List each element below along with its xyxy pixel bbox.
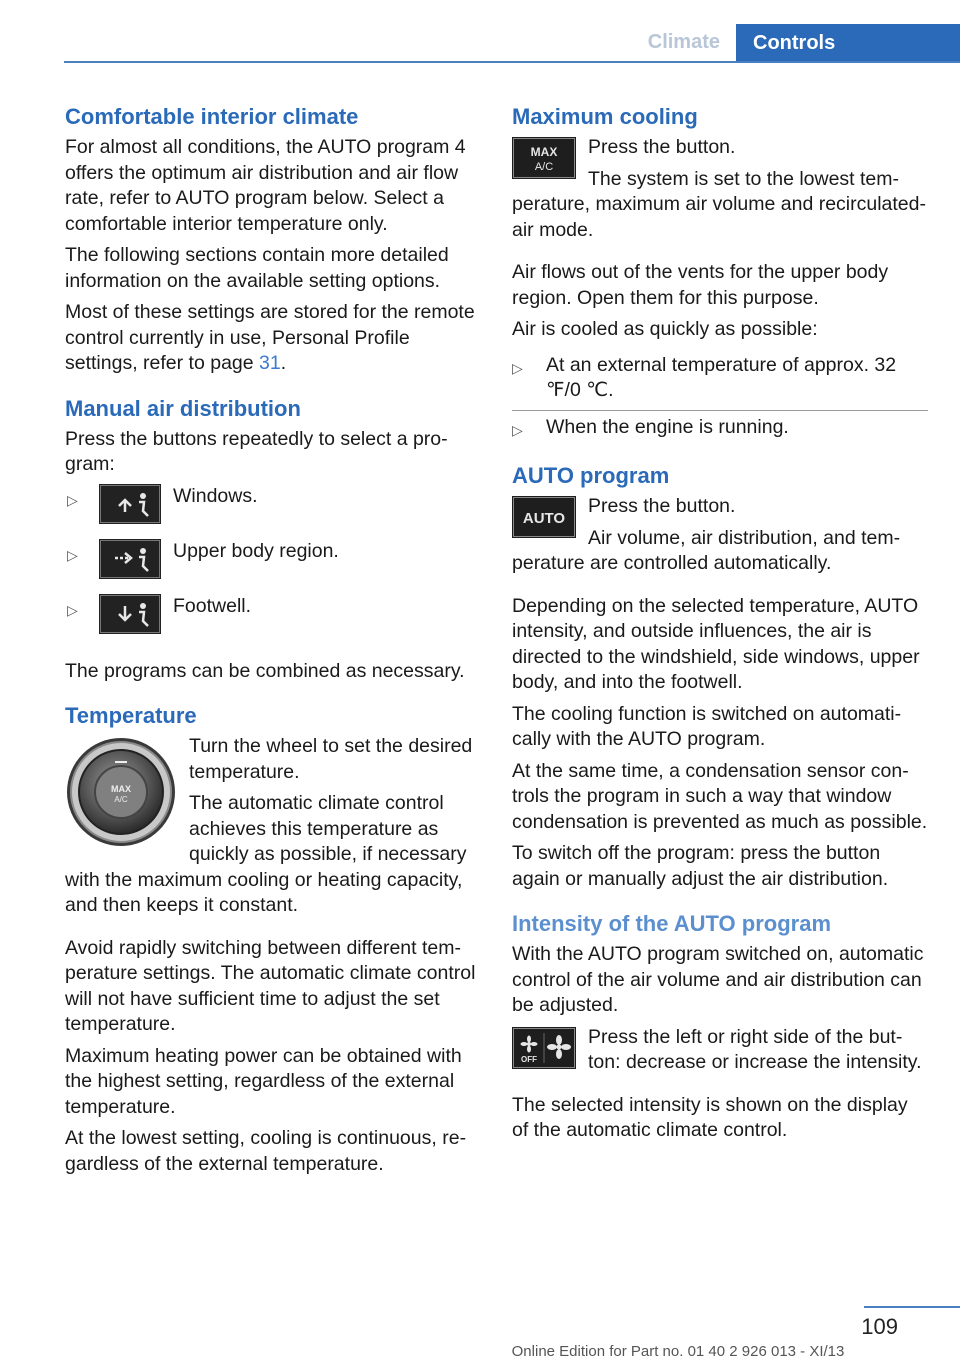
manual-intro: Press the buttons repeatedly to select a program: xyxy=(65,427,448,475)
temperature-paragraph-3: Avoid rapidly switching between different temperature settings. The automatic climate control will not have sufficient time to adjust the set temperature. xyxy=(65,936,476,1035)
page-number: 109 xyxy=(861,1314,898,1339)
bullet-triangle-icon: ▷ xyxy=(67,601,78,618)
header-rule xyxy=(64,61,960,63)
heading-auto-intensity: Intensity of the AUTO program xyxy=(512,911,832,936)
fan-off-label: OFF xyxy=(521,1054,537,1064)
list-item-label: When the engine is running. xyxy=(546,415,789,438)
manual-outro: The programs can be combined as necessary. xyxy=(65,659,465,682)
wheel-label-max: MAX xyxy=(111,784,131,794)
bullet-triangle-icon: ▷ xyxy=(67,491,78,508)
heading-manual-air-distribution: Manual air distribution xyxy=(65,395,301,421)
heading-maximum-cooling: Maximum cooling xyxy=(512,104,698,129)
bullet-triangle-icon: ▷ xyxy=(67,546,78,563)
wheel-label-ac: A/C xyxy=(114,795,128,804)
header-section-tab: Climate xyxy=(647,31,720,53)
max-cooling-paragraph-1: Press the button. xyxy=(588,136,736,158)
right-column xyxy=(512,102,928,1150)
bullet-triangle-icon: ▷ xyxy=(512,359,523,376)
list-item-label: Upper body region. xyxy=(173,539,339,562)
auto-paragraph-2: Air volume, air distribution, and temperature are controlled automatically. xyxy=(512,526,901,574)
temperature-paragraph-5: At the lowest setting, cooling is continuous, regardless of the external temperature. xyxy=(65,1127,467,1175)
temperature-paragraph-4: Maximum heating power can be obtained with the highest setting, regardless of the external temperature. xyxy=(65,1044,462,1118)
comfort-paragraph-2: The following sections contain more detailed information on the available setting options. xyxy=(65,244,449,292)
edition-footer xyxy=(0,1343,960,1360)
windows-vent-button-icon xyxy=(99,484,161,524)
list-item-label: Footwell. xyxy=(173,594,252,617)
heading-comfortable-interior-climate: Comfortable interior climate xyxy=(65,104,359,129)
temperature-paragraph-2: The automatic climate control achieves this temperature as quickly as possible, if necessary with the maximum cooling or heating capacity, and then keeps it constant. xyxy=(65,792,467,916)
max-button-line2: A/C xyxy=(534,161,554,173)
list-item xyxy=(512,410,928,450)
intensity-paragraph-2: Press the left or right side of the button: decrease or increase the intensity. xyxy=(588,1025,922,1073)
intensity-paragraph-1: With the AUTO program switched on, automatic control of the air volume and air distribution can be adjusted. xyxy=(512,943,924,1016)
fan-intensity-button-icon xyxy=(512,1027,576,1069)
left-column xyxy=(65,102,481,1183)
auto-button-icon xyxy=(512,496,576,538)
edition-text: Online Edition for Part no. 01 40 2 926 013 - XI/13 xyxy=(511,1343,845,1360)
temperature-paragraph-1: Turn the wheel to set the desired temperature. xyxy=(189,735,473,783)
heading-temperature: Temperature xyxy=(65,703,197,728)
list-item-footwell xyxy=(65,594,481,649)
list-item-label: At an external temperature of approx. 32 ℉/0 ℃. xyxy=(546,353,897,401)
air-distribution-list xyxy=(65,484,481,649)
heading-auto-program: AUTO program xyxy=(512,463,670,488)
bullet-triangle-icon: ▷ xyxy=(512,421,523,438)
auto-paragraph-1: Press the button. xyxy=(588,495,736,517)
page-link-31[interactable]: 31 xyxy=(259,352,281,374)
comfort-paragraph-3: Most of these settings are stored for the remote control currently in use, Personal Profile settings, refer to page 31. xyxy=(65,301,475,374)
upper-body-vent-button-icon xyxy=(99,539,161,579)
max-cooling-paragraph-2: The system is set to the lowest temperature, maximum air volume and recirculated-air mode. xyxy=(512,167,926,241)
footwell-vent-button-icon xyxy=(99,594,161,634)
temperature-wheel-icon xyxy=(65,736,177,848)
intensity-paragraph-3: The selected intensity is shown on the display of the automatic climate control. xyxy=(512,1093,908,1141)
list-item xyxy=(512,349,928,410)
max-ac-button-icon xyxy=(512,137,576,179)
max-cooling-paragraph-3: Air flows out of the vents for the upper body region. Open them for this purpose. xyxy=(512,261,889,309)
list-item-windows xyxy=(65,484,481,539)
auto-paragraph-4: The cooling function is switched on automatically with the AUTO program. xyxy=(512,702,902,750)
max-cooling-paragraph-4: Air is cooled as quickly as possible: xyxy=(512,318,818,340)
comfort-paragraph-1: For almost all conditions, the AUTO program 4 offers the optimum air distribution and air flow rate, refer to AUTO program below. Select a comfortable interior temperature only. xyxy=(65,136,466,235)
footer-rule xyxy=(864,1306,960,1308)
auto-paragraph-5: At the same time, a condensation sensor controls the program in such a way that window condensation is prevented as much as possible. xyxy=(512,759,928,833)
list-item-label: Windows. xyxy=(173,484,258,507)
list-item-upper-body xyxy=(65,539,481,594)
cooling-conditions-list xyxy=(512,349,928,450)
max-button-line1: MAX xyxy=(530,145,558,159)
auto-paragraph-6: To switch off the program: press the button again or manually adjust the air distribution. xyxy=(512,842,889,890)
auto-button-label: AUTO xyxy=(522,510,566,527)
header-current-tab: Controls xyxy=(736,24,960,62)
auto-paragraph-3: Depending on the selected temperature, AUTO intensity, and outside influences, the air is directed to the windshield, side windows, upper body, and into the footwell. xyxy=(512,594,920,693)
